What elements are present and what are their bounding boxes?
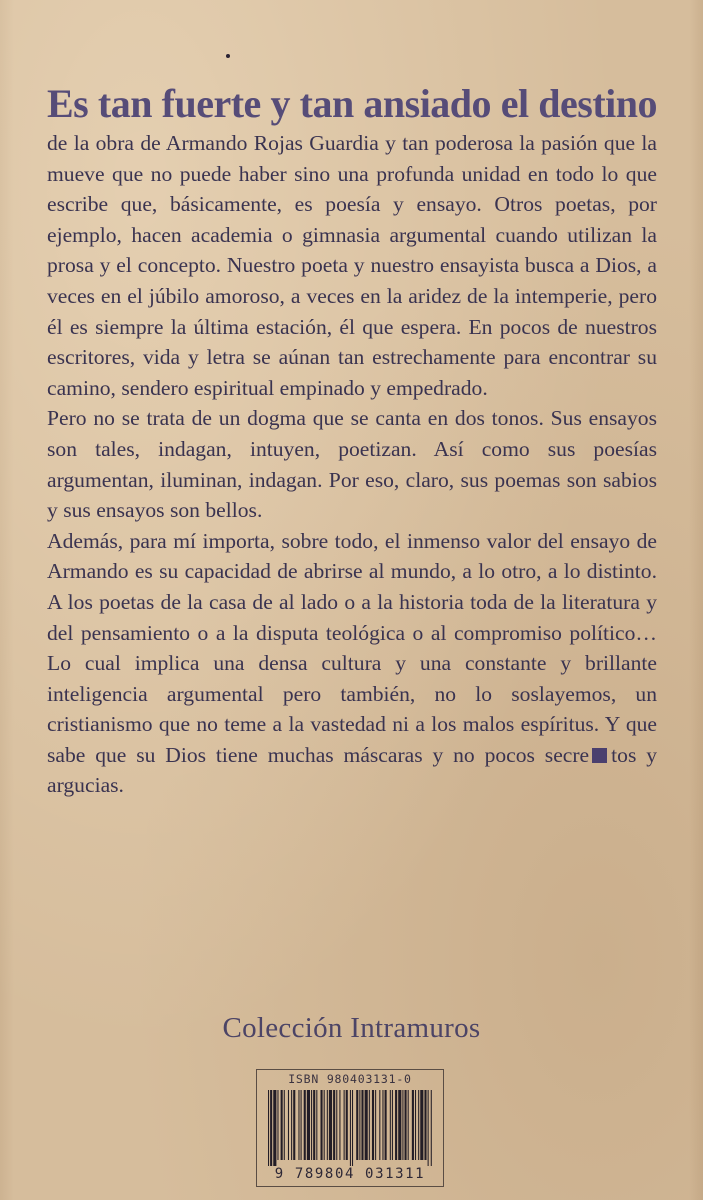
barcode-bar (344, 1090, 345, 1160)
barcode-bar (412, 1090, 414, 1160)
barcode-bar (418, 1090, 419, 1160)
barcode-bar (307, 1090, 310, 1160)
barcode-bar (420, 1090, 423, 1160)
barcode-bar (327, 1090, 328, 1160)
blurb-heading: Es tan fuerte y tan ansiado el destino (47, 81, 657, 126)
barcode-bar (369, 1090, 370, 1160)
barcode-bar (329, 1090, 332, 1160)
barcode-bar (293, 1090, 295, 1160)
blurb-paragraph-3-end: tos y argucias. (47, 742, 657, 798)
blurb-block (47, 80, 657, 801)
barcode-bar (352, 1090, 353, 1166)
barcode-bar (324, 1090, 325, 1160)
isbn-barcode (256, 1069, 444, 1187)
barcode-bar (385, 1090, 387, 1160)
barcode-bar (361, 1090, 363, 1160)
barcode-bar (313, 1090, 315, 1160)
ornament-square-icon (592, 748, 607, 763)
barcode-bar (359, 1090, 360, 1160)
barcode-bar (270, 1090, 272, 1166)
blurb-paragraph-3-text: Además, para mí importa, sobre todo, el inmenso valor del ensayo de Armando es su capacidad de abrirse al mundo, a lo otro, a lo distinto. A los poetas de la casa de al lado o a la historia toda de la literatura y del pensamiento o a la disputa teológica o al compromiso político… Lo cual implica una densa cultura y una constante y brillante inteligencia argumental pero también, no lo soslayemos, un cristianismo que no teme a la vastedad ni a los malos espíritus. Y que sabe que su Dios tiene muchas máscaras y no pocos secre (47, 528, 657, 767)
barcode-bar (379, 1090, 380, 1160)
barcode-bar (298, 1090, 299, 1160)
barcode-bar (405, 1090, 407, 1160)
blurb-paragraph-2: Pero no se trata de un dogma que se canta en dos tonos. Sus ensayos son tales, indagan, intuyen, poetizan. Así como sus poesías argumentan, iluminan, indagan. Por eso, claro, sus poemas son sabios y sus ensayos son bellos. (47, 406, 657, 523)
barcode-bar (346, 1090, 348, 1160)
barcode-bar (288, 1090, 289, 1160)
barcode-bar (336, 1090, 337, 1160)
barcode-bar (390, 1090, 391, 1160)
barcode-digits: 9 789804 031311 (274, 1166, 426, 1182)
barcode-bar (339, 1090, 340, 1160)
paper-speck (226, 54, 230, 58)
barcode-bar (311, 1090, 312, 1160)
barcode-bar (350, 1090, 351, 1166)
barcode-bar (375, 1090, 376, 1160)
barcode-bar (301, 1090, 302, 1160)
collection-title: Colección Intramuros (222, 1012, 481, 1044)
barcode-bar (398, 1090, 401, 1160)
barcode-bar (356, 1090, 358, 1160)
barcode-bar (277, 1090, 278, 1160)
barcode-bar (392, 1090, 393, 1160)
barcode-bar (304, 1090, 306, 1160)
blurb-paragraph-3 (47, 526, 657, 801)
barcode-bar (281, 1090, 283, 1160)
barcode-bar (382, 1090, 383, 1160)
barcode-bar (424, 1090, 426, 1160)
barcode-bar (428, 1090, 429, 1166)
barcode-bar (395, 1090, 397, 1160)
barcode-bar (321, 1090, 323, 1160)
barcode-bar (372, 1090, 374, 1160)
barcode-bar (268, 1090, 269, 1166)
barcode-bar (408, 1090, 409, 1160)
barcode-bar (291, 1090, 292, 1160)
barcode-bar (284, 1090, 285, 1160)
isbn-label: ISBN 980403131-0 (288, 1072, 412, 1086)
barcode-bar (415, 1090, 416, 1160)
barcode-bar (333, 1090, 335, 1160)
barcode-bar (273, 1090, 276, 1166)
barcode-bar (365, 1090, 368, 1160)
barcode-bar (431, 1090, 432, 1166)
barcode-bar (402, 1090, 403, 1160)
barcode-bars-icon (268, 1090, 434, 1166)
barcode-bar (316, 1090, 317, 1160)
blurb-paragraph-1: de la obra de Armando Rojas Guardia y tan poderosa la pasión que la mueve que no puede haber sino una profunda unidad en todo lo que escribe que, básicamente, es poesía y ensayo. Otros poetas, por ejemplo, hacen academia o gimnasia argumental cuando utilizan la prosa y el concepto. Nuestro poeta y nuestro ensayista busca a Dios, a veces en el júbilo amoroso, a veces en la aridez de la intemperie, pero él es siempre la última estación, él que espera. En pocos de nuestros escritores, vida y letra se aúnan tan estrechamente para encontrar su camino, sendero espiritual empinado y empedrado. (47, 131, 657, 400)
